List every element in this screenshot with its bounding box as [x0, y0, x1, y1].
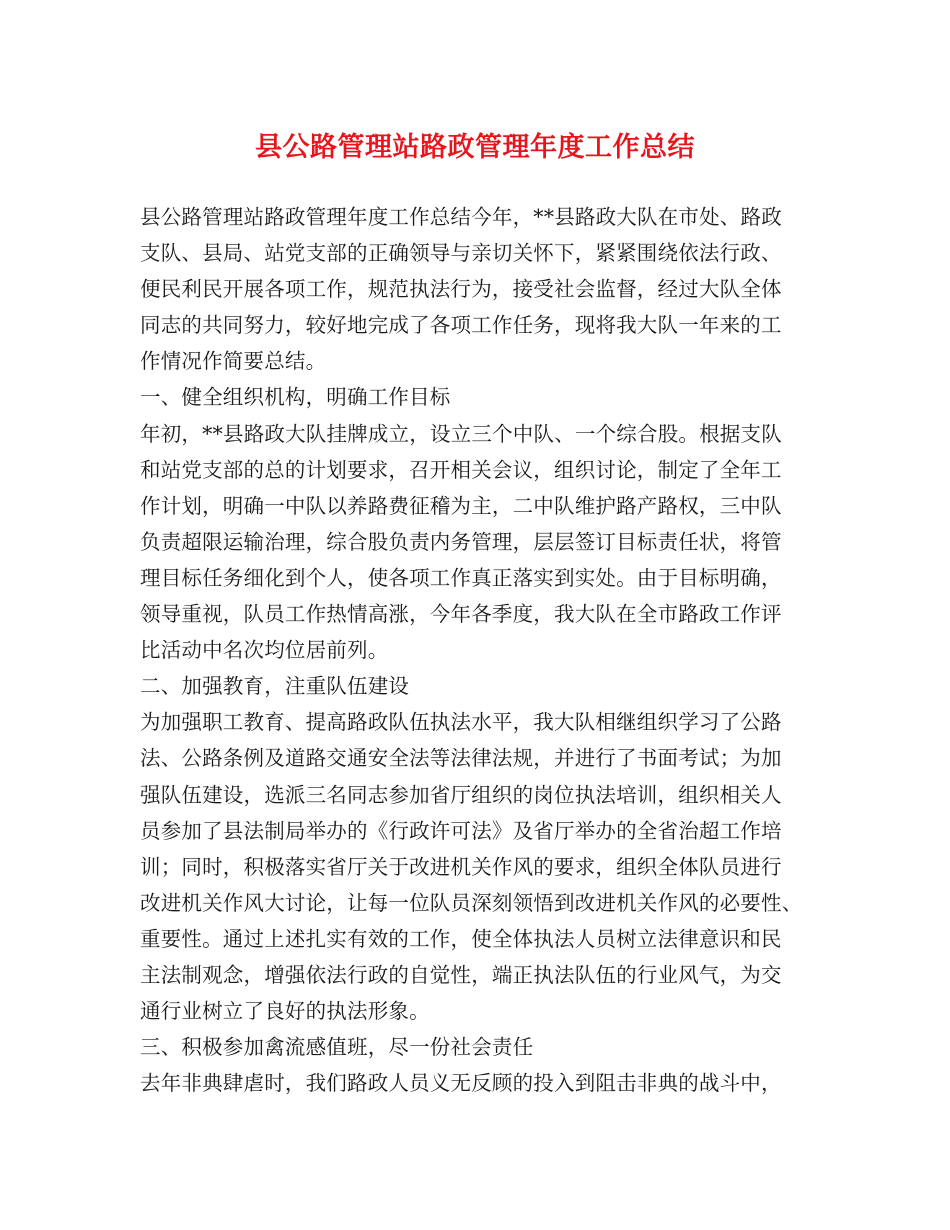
body-line: 支队、县局、站党支部的正确领导与亲切关怀下，紧紧围绕依法行政、: [140, 241, 782, 266]
body-line: 负责超限运输治理，综合股负责内务管理，层层签订目标责任状，将管: [140, 529, 782, 554]
body-line: 县公路管理站路政管理年度工作总结今年，**县路政大队在市处、路政: [140, 205, 782, 229]
document-body: [140, 199, 830, 1101]
body-line: 便民利民开展各项工作，规范执法行为，接受社会监督，经过大队全体: [140, 277, 782, 302]
body-line: 年初，**县路政大队挂牌成立，设立三个中队、一个综合股。根据支队: [140, 421, 782, 446]
body-line: 去年非典肆虐时，我们路政人员义无反顾的投入到阻击非典的战斗中，: [140, 1071, 782, 1096]
body-line: 二、加强教育，注重队伍建设: [140, 674, 410, 699]
body-line: 同志的共同努力，较好地完成了各项工作任务，现将我大队一年来的工: [140, 313, 782, 338]
body-line: 法、公路条例及道路交通安全法等法律法规，并进行了书面考试；为加: [140, 746, 782, 771]
body-line: 一、健全组织机构，明确工作目标: [140, 385, 451, 410]
body-line: 为加强职工教育、提高路政队伍执法水平，我大队相继组织学习了公路: [140, 710, 782, 735]
body-line: 理目标任务细化到个人，使各项工作真正落实到实处。由于目标明确，: [140, 565, 782, 590]
body-line: 改进机关作风大讨论，让每一位队员深刻领悟到改进机关作风的必要性、: [140, 890, 803, 915]
document-title: 县公路管理站路政管理年度工作总结: [255, 132, 695, 163]
body-line: 比活动中名次均位居前列。: [140, 638, 389, 663]
body-line: 作情况作简要总结。: [140, 349, 327, 374]
body-line: 重要性。通过上述扎实有效的工作，使全体执法人员树立法律意识和民: [140, 926, 782, 951]
body-line: 训；同时，积极落实省厅关于改进机关作风的要求，组织全体队员进行: [140, 854, 782, 879]
body-line: 主法制观念，增强依法行政的自觉性，端正执法队伍的行业风气，为交: [140, 962, 782, 987]
body-line: 三、积极参加禽流感值班，尽一份社会责任: [140, 1035, 534, 1060]
body-line: 强队伍建设，选派三名同志参加省厅组织的岗位执法培训，组织相关人: [140, 782, 782, 807]
body-line: 作计划，明确一中队以养路费征稽为主，二中队维护路产路权，三中队: [140, 493, 782, 518]
body-line: 员参加了县法制局举办的《行政许可法》及省厅举办的全省治超工作培: [140, 818, 782, 843]
body-line: 和站党支部的总的计划要求，召开相关会议，组织讨论，制定了全年工: [140, 457, 782, 482]
body-line: 通行业树立了良好的执法形象。: [140, 999, 430, 1024]
body-line: 领导重视，队员工作热情高涨，今年各季度，我大队在全市路政工作评: [140, 602, 782, 627]
